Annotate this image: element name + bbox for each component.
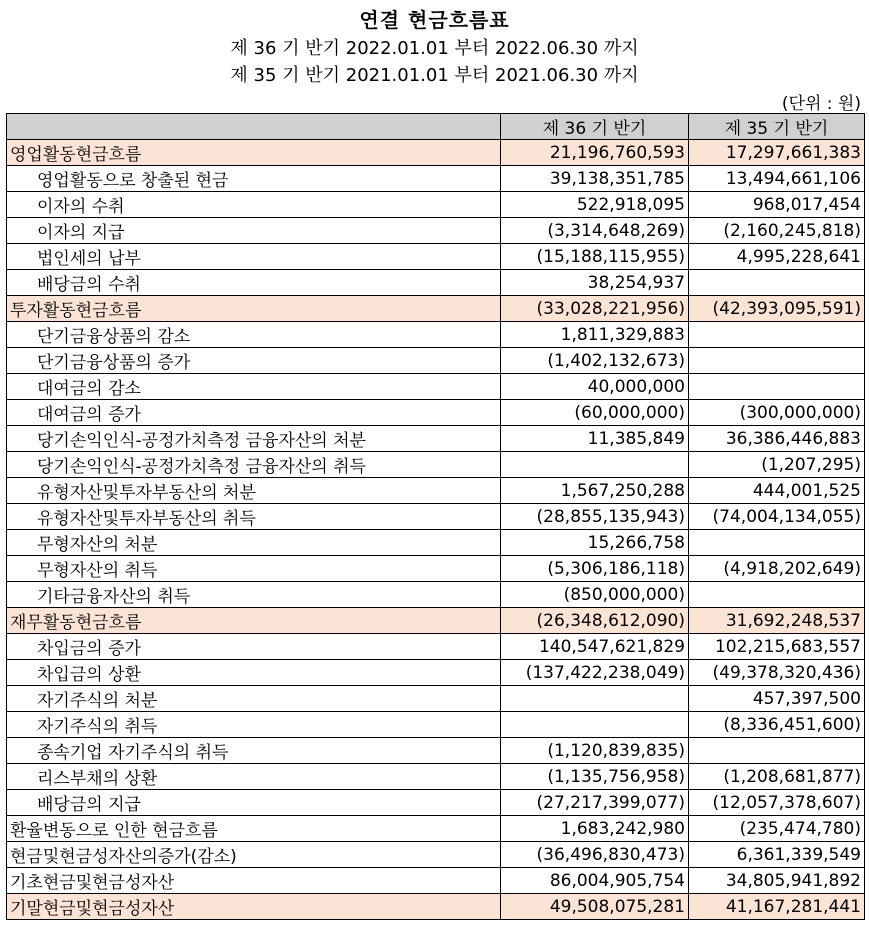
prior-period-amount: 41,167,281,441 xyxy=(689,894,865,920)
table-row xyxy=(7,894,865,920)
prior-period-amount xyxy=(689,582,865,608)
prior-period-amount xyxy=(689,530,865,556)
table-header-row xyxy=(7,114,865,140)
row-label: 이자의 지급 xyxy=(7,218,501,244)
table-row xyxy=(7,374,865,400)
table-body xyxy=(7,140,865,920)
prior-period-amount: 13,494,661,106 xyxy=(689,166,865,192)
row-label: 당기손익인식-공정가치측정 금융자산의 처분 xyxy=(7,426,501,452)
table-row xyxy=(7,348,865,374)
current-period-amount: 86,004,905,754 xyxy=(501,868,689,894)
current-period-amount: 140,547,621,829 xyxy=(501,634,689,660)
current-period-amount: 38,254,937 xyxy=(501,270,689,296)
current-period-amount: 49,508,075,281 xyxy=(501,894,689,920)
table-row xyxy=(7,842,865,868)
table-row xyxy=(7,270,865,296)
current-period-amount: 40,000,000 xyxy=(501,374,689,400)
row-label: 단기금융상품의 증가 xyxy=(7,348,501,374)
current-period-amount: (850,000,000) xyxy=(501,582,689,608)
prior-period-amount: (74,004,134,055) xyxy=(689,504,865,530)
prior-period-amount: 968,017,454 xyxy=(689,192,865,218)
period-current: 제 36 기 반기 2022.01.01 부터 2022.06.30 까지 xyxy=(230,38,639,59)
current-period-amount: 15,266,758 xyxy=(501,530,689,556)
prior-period-amount: 444,001,525 xyxy=(689,478,865,504)
current-period-amount: 1,811,329,883 xyxy=(501,322,689,348)
current-period-amount xyxy=(501,712,689,738)
row-label: 종속기업 자기주식의 취득 xyxy=(7,738,501,764)
table-row xyxy=(7,634,865,660)
table-row xyxy=(7,868,865,894)
row-label: 무형자산의 처분 xyxy=(7,530,501,556)
period-prior: 제 35 기 반기 2021.01.01 부터 2021.06.30 까지 xyxy=(230,65,639,86)
row-label: 영업활동으로 창출된 현금 xyxy=(7,166,501,192)
prior-period-amount: 34,805,941,892 xyxy=(689,868,865,894)
table-row xyxy=(7,400,865,426)
row-label: 차입금의 증가 xyxy=(7,634,501,660)
row-label: 투자활동현금흐름 xyxy=(7,296,501,322)
header-current-period: 제 36 기 반기 xyxy=(501,114,689,140)
row-label: 자기주식의 처분 xyxy=(7,686,501,712)
table-row xyxy=(7,608,865,634)
row-label: 당기손익인식-공정가치측정 금융자산의 취득 xyxy=(7,452,501,478)
row-label: 환율변동으로 인한 현금흐름 xyxy=(7,816,501,842)
row-label: 기초현금및현금성자산 xyxy=(7,868,501,894)
current-period-amount: 21,196,760,593 xyxy=(501,140,689,166)
current-period-amount: 39,138,351,785 xyxy=(501,166,689,192)
prior-period-amount: (235,474,780) xyxy=(689,816,865,842)
current-period-amount: 1,567,250,288 xyxy=(501,478,689,504)
prior-period-amount: 36,386,446,883 xyxy=(689,426,865,452)
table-row xyxy=(7,166,865,192)
row-label: 무형자산의 취득 xyxy=(7,556,501,582)
prior-period-amount: 17,297,661,383 xyxy=(689,140,865,166)
row-label: 현금및현금성자산의증가(감소) xyxy=(7,842,501,868)
table-row xyxy=(7,296,865,322)
prior-period-amount xyxy=(689,322,865,348)
table-row xyxy=(7,504,865,530)
prior-period-amount: (4,918,202,649) xyxy=(689,556,865,582)
prior-period-amount: (1,207,295) xyxy=(689,452,865,478)
current-period-amount: (27,217,399,077) xyxy=(501,790,689,816)
current-period-amount: 11,385,849 xyxy=(501,426,689,452)
prior-period-amount: 457,397,500 xyxy=(689,686,865,712)
current-period-amount: (3,314,648,269) xyxy=(501,218,689,244)
row-label: 재무활동현금흐름 xyxy=(7,608,501,634)
prior-period-amount: 31,692,248,537 xyxy=(689,608,865,634)
prior-period-amount xyxy=(689,348,865,374)
cash-flow-table xyxy=(6,113,865,920)
row-label: 대여금의 증가 xyxy=(7,400,501,426)
table-row xyxy=(7,556,865,582)
unit-label: (단위 : 원) xyxy=(781,94,861,114)
current-period-amount: (5,306,186,118) xyxy=(501,556,689,582)
table-row xyxy=(7,218,865,244)
current-period-amount: (1,135,756,958) xyxy=(501,764,689,790)
row-label: 기말현금및현금성자산 xyxy=(7,894,501,920)
prior-period-amount: (8,336,451,600) xyxy=(689,712,865,738)
row-label: 단기금융상품의 감소 xyxy=(7,322,501,348)
row-label: 자기주식의 취득 xyxy=(7,712,501,738)
row-label: 기타금융자산의 취득 xyxy=(7,582,501,608)
prior-period-amount: (300,000,000) xyxy=(689,400,865,426)
prior-period-amount: (2,160,245,818) xyxy=(689,218,865,244)
table-row xyxy=(7,140,865,166)
table-row xyxy=(7,660,865,686)
row-label: 대여금의 감소 xyxy=(7,374,501,400)
prior-period-amount: 6,361,339,549 xyxy=(689,842,865,868)
table-row xyxy=(7,452,865,478)
prior-period-amount: 4,995,228,641 xyxy=(689,244,865,270)
header-label-cell xyxy=(7,114,501,140)
current-period-amount: (28,855,135,943) xyxy=(501,504,689,530)
table-row xyxy=(7,686,865,712)
table-row xyxy=(7,764,865,790)
current-period-amount: 1,683,242,980 xyxy=(501,816,689,842)
current-period-amount xyxy=(501,452,689,478)
prior-period-amount: (1,208,681,877) xyxy=(689,764,865,790)
row-label: 이자의 수취 xyxy=(7,192,501,218)
prior-period-amount xyxy=(689,374,865,400)
row-label: 유형자산및투자부동산의 처분 xyxy=(7,478,501,504)
header-prior-period: 제 35 기 반기 xyxy=(689,114,865,140)
row-label: 배당금의 수취 xyxy=(7,270,501,296)
current-period-amount xyxy=(501,686,689,712)
row-label: 영업활동현금흐름 xyxy=(7,140,501,166)
table-row xyxy=(7,582,865,608)
prior-period-amount: (42,393,095,591) xyxy=(689,296,865,322)
statement-title: 연결 현금흐름표 xyxy=(359,8,510,32)
row-label: 리스부채의 상환 xyxy=(7,764,501,790)
table-row xyxy=(7,322,865,348)
current-period-amount: (1,402,132,673) xyxy=(501,348,689,374)
row-label: 유형자산및투자부동산의 취득 xyxy=(7,504,501,530)
prior-period-amount xyxy=(689,738,865,764)
prior-period-amount: 102,215,683,557 xyxy=(689,634,865,660)
current-period-amount: (137,422,238,049) xyxy=(501,660,689,686)
current-period-amount: (15,188,115,955) xyxy=(501,244,689,270)
current-period-amount: (36,496,830,473) xyxy=(501,842,689,868)
table-row xyxy=(7,816,865,842)
table-row xyxy=(7,426,865,452)
prior-period-amount xyxy=(689,270,865,296)
current-period-amount: 522,918,095 xyxy=(501,192,689,218)
table-row xyxy=(7,790,865,816)
table-row xyxy=(7,738,865,764)
prior-period-amount: (12,057,378,607) xyxy=(689,790,865,816)
row-label: 차입금의 상환 xyxy=(7,660,501,686)
table-row xyxy=(7,712,865,738)
table-row xyxy=(7,244,865,270)
current-period-amount: (33,028,221,956) xyxy=(501,296,689,322)
row-label: 법인세의 납부 xyxy=(7,244,501,270)
row-label: 배당금의 지급 xyxy=(7,790,501,816)
prior-period-amount: (49,378,320,436) xyxy=(689,660,865,686)
current-period-amount: (1,120,839,835) xyxy=(501,738,689,764)
table-row xyxy=(7,530,865,556)
table-row xyxy=(7,192,865,218)
current-period-amount: (26,348,612,090) xyxy=(501,608,689,634)
current-period-amount: (60,000,000) xyxy=(501,400,689,426)
table-row xyxy=(7,478,865,504)
